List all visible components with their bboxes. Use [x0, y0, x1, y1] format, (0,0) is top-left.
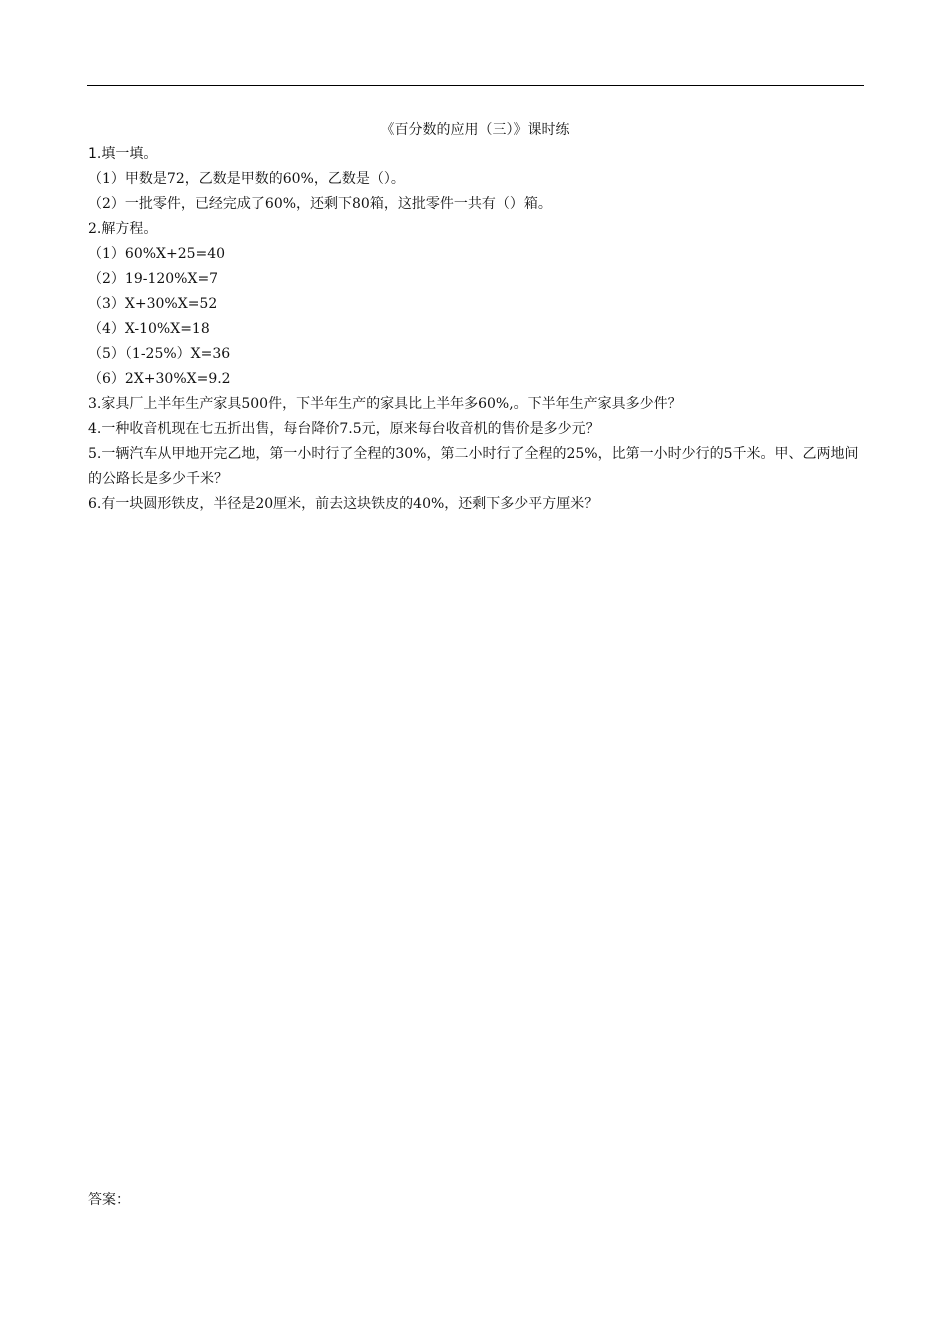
question-5: 5.一辆汽车从甲地开完乙地，第一小时行了全程的30%，第二小时行了全程的25%，比第一小时少行的5千米。甲、乙两地间的公路长是多少千米？: [88, 446, 859, 487]
equation-item: （4）X-10%X=18: [88, 321, 210, 337]
worksheet-title: 《百分数的应用（三）》课时练: [380, 122, 570, 138]
answer-label: 答案：: [88, 1192, 130, 1208]
equation-item: （2）19-120%X=7: [88, 271, 219, 287]
question-1-item: （1）甲数是72，乙数是甲数的60%，乙数是（）。: [88, 171, 405, 187]
question-4: 4.一种收音机现在七五折出售，每台降价7.5元，原来每台收音机的售价是多少元？: [88, 421, 600, 437]
question-2-heading: 2.解方程。: [88, 221, 158, 237]
question-6: 6.有一块圆形铁皮，半径是20厘米，前去这块铁皮的40%，还剩下多少平方厘米？: [88, 496, 599, 512]
equation-item: （1）60%X+25=40: [88, 246, 226, 262]
question-1-item: （2）一批零件，已经完成了60%，还剩下80箱，这批零件一共有（）箱。: [88, 196, 552, 212]
equation-item: （3）X+30%X=52: [88, 296, 218, 312]
question-1-heading: 1.填一填。: [88, 146, 158, 162]
worksheet-body: [88, 144, 866, 519]
question-3: 3.家具厂上半年生产家具500件，下半年生产的家具比上半年多60%,。下半年生产家具多少件？: [88, 396, 682, 412]
equation-item: （6）2X+30%X=9.2: [88, 371, 231, 387]
header-rule: [87, 85, 864, 86]
equation-item: （5）（1-25%）X=36: [88, 346, 231, 362]
